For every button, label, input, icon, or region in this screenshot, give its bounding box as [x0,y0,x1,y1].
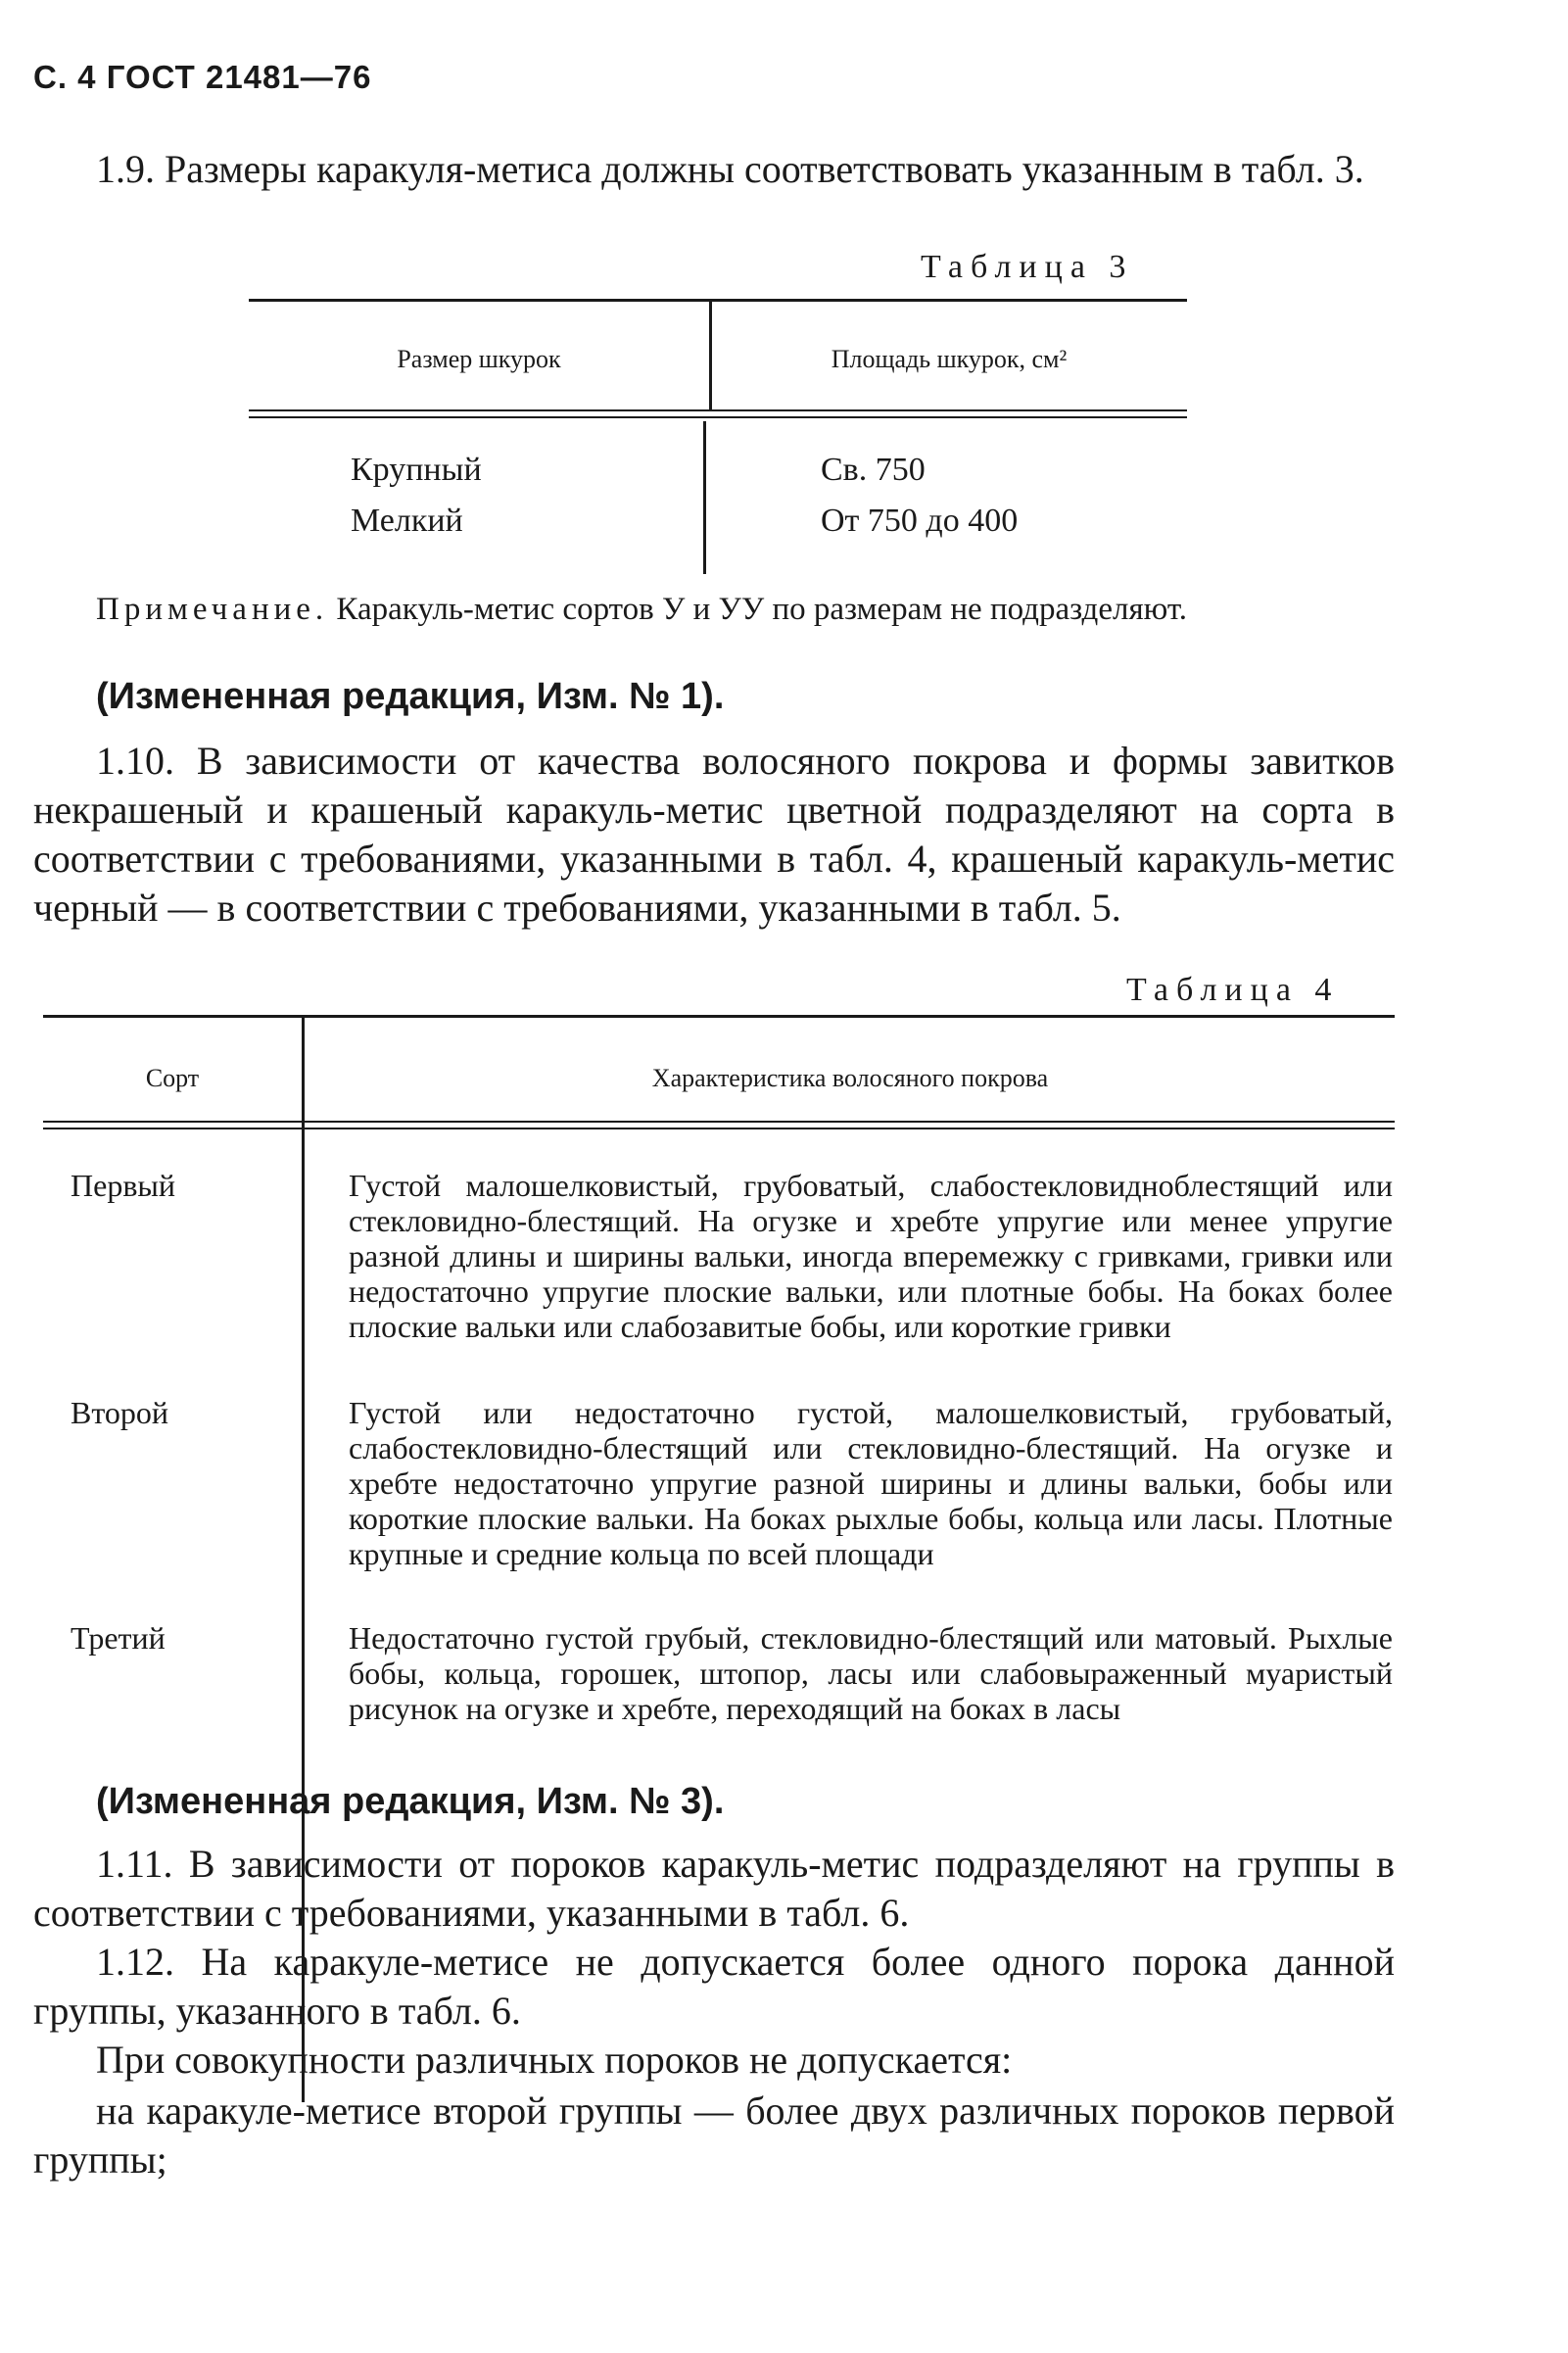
table-3-row-size: Мелкий [351,503,463,539]
amendment-1: (Измененная редакция, Изм. № 1). [96,676,725,717]
note-text: Каракуль-метис сортов У и УУ по размерам не подразделяют. [336,592,1188,627]
table-3-caption: Таблица 3 [921,249,1134,285]
table-3-header-size: Размер шкурок [397,345,561,373]
table-4-row-description: Недостаточно густой грубый, стекловидно-блестящий или матовый. Рыхлые бобы, кольца, горошек, штопор, ласы или слабовыраженный муаристый рисунок на огузке и хребте, переходящий на боках в ласы [349,1620,1393,1726]
table-3-row-area: Св. 750 [821,452,926,488]
table-3-row-area: От 750 до 400 [821,503,1019,539]
table-4-caption: Таблица 4 [1126,972,1340,1008]
table-3-header-rule-2 [249,416,1187,418]
table-4-row-grade: Третий [71,1620,166,1656]
table-4-row-grade: Второй [71,1395,169,1430]
table-4-header-rule-1 [43,1121,1395,1123]
paragraph-1-11: 1.11. В зависимости от пороков каракуль-метис подразделяют на группы в соответствии с требованиями, указанными в табл. 6. [33,1842,1395,1935]
table-3-header-divider [709,302,712,409]
paragraph-1-12: 1.12. На каракуле-метисе не допускается более одного порока данной группы, указанного в табл. 6. [33,1940,1395,2033]
table-4-row-description: Густой малошелковистый, грубоватый, слабостекловидноблестящий или стекловидно-блестящий. На огузке и хребте упругие или менее упругие разной длины и ширины вальки, иногда вперемежку с гривками, гривки или недостаточно упругие плоские вальки, или плотные бобы. На боках более плоские вальки или слабозавитые бобы, или короткие гривки [349,1168,1393,1344]
paragraph-1-10: 1.10. В зависимости от качества волосяного покрова и формы завитков некрашеный и крашеный каракуль-метис цветной подразделяют на сорта в соответствии с требованиями, указанными в табл. 4, крашеный каракуль-метис черный — в соответствии с требованиями, указанными в табл. 5. [33,739,1395,930]
table-4-header-description: Характеристика волосяного покрова [651,1064,1049,1092]
table-3-body-divider [703,421,706,574]
table-3-header-area: Площадь шкурок, см² [831,345,1068,373]
amendment-3: (Измененная редакция, Изм. № 3). [96,1781,725,1822]
paragraph-second-group: на каракуле-метисе второй группы — более двух различных пороков первой группы; [33,2089,1395,2182]
table-4-row-grade: Первый [71,1168,176,1203]
note-label: Примечание. [96,592,329,627]
paragraph-combination: При совокупности различных пороков не допускается: [96,2038,1013,2082]
paragraph-1-9: 1.9. Размеры каракуля-метиса должны соответствовать указанным в табл. 3. [96,147,1364,191]
page-header: С. 4 ГОСТ 21481—76 [33,59,372,95]
table-3-top-rule [249,299,1187,302]
table-4-header-rule-2 [43,1128,1395,1129]
table-4-row-description: Густой или недостаточно густой, малошелковистый, грубоватый, слабостекловидно-блестящий или стекловидно-блестящий. На огузке и хребте недостаточно упругие разной ширины и длины вальки, бобы или короткие плоские вальки. На боках рыхлые бобы, кольца или ласы. Плотные крупные и средние кольца по всей площади [349,1395,1393,1571]
table-3-note [33,590,1395,629]
table-4-top-rule [43,1015,1395,1018]
table-3-header-rule-1 [249,409,1187,411]
table-4-header-grade: Сорт [145,1064,200,1092]
table-3-row-size: Крупный [351,452,482,488]
